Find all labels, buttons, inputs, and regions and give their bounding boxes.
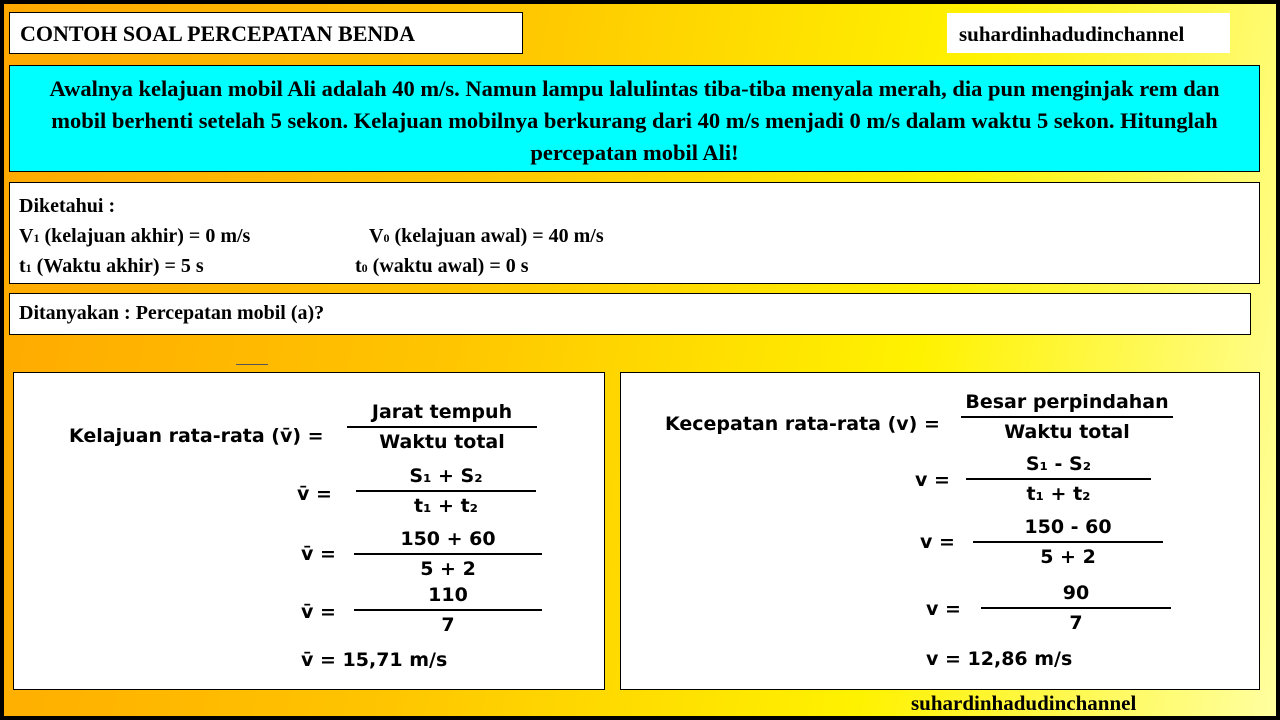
avg-speed-fraction [347,401,537,453]
fraction-numerator: 150 + 60 [400,528,496,550]
avg-speed-label: Kelajuan rata-rata (v̄) = [69,425,324,447]
speed-result: v̄ = 15,71 m/s [301,649,448,671]
t0-subscript: 0 [361,261,368,275]
fraction-denominator: 7 [1069,612,1083,634]
slide-title: CONTOH SOAL PERCEPATAN BENDA [9,12,523,54]
fraction-numerator: S₁ + S₂ [409,465,483,487]
difference-fraction [981,582,1171,634]
divider-line [236,364,268,365]
avg-velocity-fraction [961,391,1173,443]
fraction-denominator: Waktu total [1004,421,1130,443]
v1-subscript: 1 [33,231,40,245]
known-section [9,182,1260,284]
formula-lhs: v̄ = [301,601,336,623]
fraction-bar [354,553,542,555]
speed-formula-panel [13,372,605,690]
t1-subscript: 1 [25,261,32,275]
value-fraction [354,528,542,580]
fraction-numerator: S₁ - S₂ [1025,453,1092,475]
known-v0 [369,221,604,253]
t0-text: (waktu awal) = 0 s [367,255,529,277]
formula-lhs: v = [926,598,961,620]
fraction-bar [347,426,537,428]
v1-text: (kelajuan akhir) = 0 m/s [39,225,251,247]
avg-velocity-label: Kecepatan rata-rata (v) = [665,413,940,435]
fraction-denominator: 5 + 2 [1040,546,1096,568]
fraction-denominator: 7 [441,614,455,636]
fraction-bar [973,541,1163,543]
known-heading: Diketahui : [19,195,116,217]
fraction-bar [961,416,1173,418]
problem-statement: Awalnya kelajuan mobil Ali adalah 40 m/s. Namun lampu lalulintas tiba-tiba menyala merah, dia pun menginjak rem dan mobil berhenti setelah 5 sekon. Kelajuan mobilnya berkurang dari 40 m/s menjadi 0 m/s dalam waktu 5 sekon. Hitunglah percepatan mobil Ali! [9,65,1260,172]
channel-name-top: suhardinhadudinchannel [947,13,1230,53]
fraction-numerator: Besar perpindahan [965,391,1169,413]
fraction-bar [966,478,1151,480]
fraction-denominator: 5 + 2 [420,558,476,580]
channel-name-bottom: suhardinhadudinchannel [911,691,1137,715]
t1-symbol: t [19,255,26,277]
sum-fraction [354,584,542,636]
value-fraction [973,516,1163,568]
known-v1 [19,221,250,253]
fraction-denominator: t₁ + t₂ [414,495,478,517]
fraction-bar [981,607,1171,609]
fraction-numerator: 90 [1062,582,1090,604]
distance-time-fraction [356,465,536,517]
formula-lhs: v̄ = [301,543,336,565]
known-t0 [355,251,529,283]
velocity-formula-panel [620,372,1260,690]
formula-lhs: v = [920,531,955,553]
velocity-result: v = 12,86 m/s [926,648,1073,670]
formula-lhs: v̄ = [297,483,332,505]
t1-text: (Waktu akhir) = 5 s [31,255,204,277]
v1-symbol: V [19,225,34,247]
v0-symbol: V [369,225,384,247]
formula-lhs: v = [915,469,950,491]
fraction-numerator: 110 [428,584,468,606]
known-t1 [19,251,204,283]
displacement-time-fraction [966,453,1151,505]
fraction-denominator: Waktu total [379,431,505,453]
t0-symbol: t [355,255,362,277]
fraction-bar [356,490,536,492]
v0-text: (kelajuan awal) = 40 m/s [389,225,604,247]
fraction-bar [354,609,542,611]
v0-subscript: 0 [383,231,390,245]
asked-section: Ditanyakan : Percepatan mobil (a)? [9,293,1251,335]
fraction-numerator: Jarat tempuh [371,401,513,423]
fraction-denominator: t₁ + t₂ [1026,483,1091,505]
fraction-numerator: 150 - 60 [1024,516,1112,538]
